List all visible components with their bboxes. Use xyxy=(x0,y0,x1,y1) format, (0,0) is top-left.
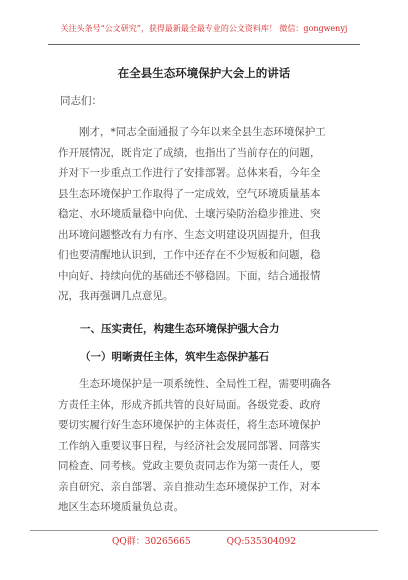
footer-contact xyxy=(0,536,408,548)
paragraph-line: 刚才，*同志全面通报了今年以来全县生态环境保护工 xyxy=(79,126,326,138)
salutation: 同志们： xyxy=(60,95,102,107)
paragraph-line: 中向好、持续向优的基础还不够稳固。下面，结合通报情 xyxy=(58,269,321,282)
section-heading: 一、压实责任，构建生态环境保护强大合力 xyxy=(80,323,280,335)
paragraph-line: 出环境问题整改有力有序、生态文明建设巩固提升，但我 xyxy=(58,228,321,241)
paragraph-line: 县生态环境保护工作取得了一定成效，空气环境质量基本 xyxy=(58,187,321,200)
paragraph-line: 方责任主体，形成齐抓共管的良好局面。各级党委、政府 xyxy=(58,398,321,411)
paragraph-line: 要切实履行好生态环境保护的主体责任，将生态环境保护 xyxy=(58,419,321,431)
header-divider xyxy=(48,44,360,45)
header-banner: 关注头条号“公文研究”，获得最新最全最专业的公文资料库！ 微信：gongwenyj xyxy=(60,24,348,33)
paragraph-line: 况，我再强调几点意见。 xyxy=(58,290,174,302)
paragraph-line: 生态环境保护是一项系统性、全局性工程，需要明确各 xyxy=(79,378,331,390)
document-title: 在全县生态环境保护大会上的讲话 xyxy=(117,66,291,80)
paragraph-intro xyxy=(58,122,350,307)
footer-divider xyxy=(30,530,378,531)
paragraph-line: 工作纳入重要议事日程，与经济社会发展同部署、同落实 xyxy=(58,439,321,452)
paragraph-responsibility xyxy=(58,374,350,518)
paragraph-line: 稳定、水环境质量稳中向优、土壤污染防治稳步推进、突 xyxy=(58,208,321,220)
footer-qq-number: QQ:535304092 xyxy=(226,537,296,547)
paragraph-line: 亲自研究、亲自部署、亲自推动生态环境保护工作，对本 xyxy=(58,480,321,493)
paragraph-line: 同检查、同考核。党政主要负责同志作为第一责任人，要 xyxy=(58,460,321,472)
paragraph-line: 并对下一步重点工作进行了安排部署。总体来看，今年全 xyxy=(58,167,321,179)
subsection-heading: （一）明晰责任主体，筑牢生态保护基石 xyxy=(80,351,269,363)
paragraph-line: 作开展情况，既肯定了成绩，也指出了当前存在的问题， xyxy=(58,146,321,159)
footer-qq-group: QQ群：30265665 xyxy=(112,537,191,547)
paragraph-line: 们也要清醒地认识到，工作中还存在不少短板和问题，稳 xyxy=(58,249,321,261)
paragraph-line: 地区生态环境质量负总责。 xyxy=(58,501,184,513)
